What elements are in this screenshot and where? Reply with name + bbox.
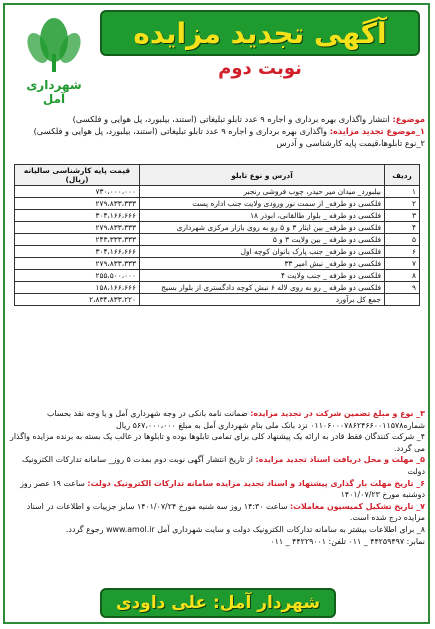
row-number: ۳ [385, 210, 420, 222]
header-address: آدرس و نوع تابلو [140, 165, 385, 186]
table-row [15, 198, 420, 210]
subject-item1-text: واگذاری بهره برداری و اجاره ۹ عدد تابلو تبلیغاتی (استند، بیلبورد، پل هوایی و فلکسی) [33, 126, 328, 136]
announcement-title: آگهی تجدید مزایده [133, 16, 387, 50]
row-address: فلکسی دو طرفه _ رو به روی لاله ۶ نبش کوچه دادگستری از بلوار بسیج [140, 282, 385, 294]
row-address: بیلبورد_ میدان میر حیدر، چوب فروشی رنجبر [140, 186, 385, 198]
total-value: ۲،۸۳۴،۸۳۳،۲۲۰ [15, 294, 140, 306]
subject-item-1 [10, 125, 425, 137]
row-address: فلکسی دو طرفه_ بین ایثار ۳ و ۵ رو به روی بازار مرکزی شهرداری [140, 222, 385, 234]
row-number: ۶ [385, 246, 420, 258]
table-row [15, 234, 420, 246]
note-text: ۴_ شرکت کنندگان فقط قادر به ارائه یک پیشنهاد کلی برای تمامی تابلوها بوده و تابلوها در غالب یک بسته به برنده مزایده واگذار می گردد. [10, 432, 425, 453]
table-row [15, 270, 420, 282]
table-total-row [15, 294, 420, 306]
row-number: ۴ [385, 222, 420, 234]
round-label: نوبت دوم [218, 58, 302, 79]
note-text: ۸_ برای اطلاعات بیشتر به سامانه تدارکات الکترونیک دولت و سایت شهرداری آمل www.amol.ir رجوع گردد. [65, 524, 425, 534]
row-address: فلکسی دو طرفه_ جنب پارک بانوان کوچه اول [140, 246, 385, 258]
row-address: فلکسی دو طرفه _ جنب ولایت ۴ [140, 270, 385, 282]
row-price: ۲۵۵،۵۰۰،۰۰۰ [15, 270, 140, 282]
subject-line [10, 113, 425, 125]
table-row [15, 210, 420, 222]
subject-item1-label: ۱_موضوع تجدید مزایده: [329, 126, 425, 136]
row-price: ۲۷۹،۸۳۳،۳۳۳ [15, 258, 140, 270]
contact-line [10, 536, 425, 548]
conditions-list [10, 408, 425, 547]
row-price: ۳۰۴،۱۶۶،۶۶۶ [15, 210, 140, 222]
note-label: ۵_ مهلت و محل دریافت اسناد تجدید مزایده: [255, 455, 425, 465]
subject-label: موضوع: [392, 114, 425, 124]
table-row [15, 222, 420, 234]
subject-text: انتشار واگذاری بهره برداری و اجاره ۹ عدد تابلو تبلیغاتی (استند، بیلبورد، پل هوایی و فلکسی) [72, 114, 390, 124]
total-label: جمع کل برآورد [140, 294, 385, 306]
row-number: ۱ [385, 186, 420, 198]
row-price: ۲۷۹،۸۳۳،۳۳۳ [15, 198, 140, 210]
row-number: ۵ [385, 234, 420, 246]
logo-text: شهرداری آمل [26, 78, 82, 106]
note-item [10, 454, 425, 477]
subject-item2-text: ۲_نوع تابلوها،قیمت پایه کارشناسی و آدرس [276, 138, 425, 148]
note-text: از تاریخ انتشار آگهی نوبت دوم بمدت ۵ روز_ سامانه تدارکات الکترونیک دولت [21, 455, 425, 476]
subject-item-2 [10, 137, 425, 149]
announcement-title-banner [100, 10, 420, 56]
table-header-row [15, 165, 420, 186]
note-text: نمابر: ۴۴۲۵۹۴۹۷ _ ۰۱۱ تلفن: ۴۴۲۲۹۰۰۱ _ ۰۱۱ [270, 536, 425, 546]
row-number: ۷ [385, 258, 420, 270]
note-label: ۳_ نوع و مبلغ تضمین شرکت در تجدید مزایده: [250, 409, 425, 418]
billboards-table [14, 164, 420, 306]
note-item [10, 408, 425, 431]
row-number: ۲ [385, 198, 420, 210]
row-address: فلکسی دو طرفه_ از سمت نور ورودی ولایت جنب اداره پست [140, 198, 385, 210]
note-label: ۷_ تاریخ تشکیل کمیسیون معاملات: [289, 501, 425, 511]
total-empty-cell [385, 294, 420, 306]
row-address: فلکسی دو طرفه_ نبش امیر ۳۳ [140, 258, 385, 270]
table-row [15, 258, 420, 270]
note-item [10, 478, 425, 501]
header-price: قیمت پایه کارشناسی سالیانه (ریال) [15, 165, 140, 186]
mayor-banner [100, 588, 336, 618]
row-price: ۳۰۴،۱۶۶،۶۶۶ [15, 246, 140, 258]
note-item [10, 501, 425, 524]
table-row [15, 282, 420, 294]
row-price: ۲۷۹،۸۳۳،۳۳۳ [15, 222, 140, 234]
row-price: ۷۳۰،۰۰۰،۰۰۰ [15, 186, 140, 198]
note-item [10, 524, 425, 536]
table-row [15, 186, 420, 198]
header-row-number: ردیف [385, 165, 420, 186]
note-text: ساعت ۱۴:۳۰ روز سه شنبه مورخ ۱۴۰۱/۰۷/۲۴ سایر جزییات و اطلاعات در اسناد مزایده درج شده است. [26, 501, 425, 523]
note-label: ۶_ تاریخ مهلت بار گذاری پیشنهاد و اسناد تجدید مزایده سامانه تدارکات الکترونیک دولت: [87, 478, 425, 488]
row-price: ۱۵۸،۱۶۶،۶۶۶ [15, 282, 140, 294]
row-price: ۲۴۳،۳۳۳،۳۳۳ [15, 234, 140, 246]
row-address: فلکسی دو طرفه _ بین ولایت ۳ و ۵ [140, 234, 385, 246]
mayor-name: شهردار آمل: علی داودی [115, 593, 321, 613]
table-row [15, 246, 420, 258]
note-text: ضمانت نامه بانکی در وجه شهرداری آمل و یا وجه نقد بحساب شماره۰۱۱۰۶۰۰۰۷۸۶۲۴۶۶۰۰۱۱۵۷۸ نزد بانک ملی بنام شهرداری آمل به مبلغ ۵۶۷،۰۰۰،۰۰۰ ریال [46, 409, 425, 430]
row-address: فلکسی دو طرفه _ بلوار طالقانی، ابوذر ۱۸ [140, 210, 385, 222]
note-item [10, 431, 425, 454]
row-number: ۹ [385, 282, 420, 294]
row-number: ۸ [385, 270, 420, 282]
note-text: ساعت ۱۹ عصر روز دوشنبه مورخ ۱۴۰۱/۰۷/۲۳ [20, 478, 425, 500]
